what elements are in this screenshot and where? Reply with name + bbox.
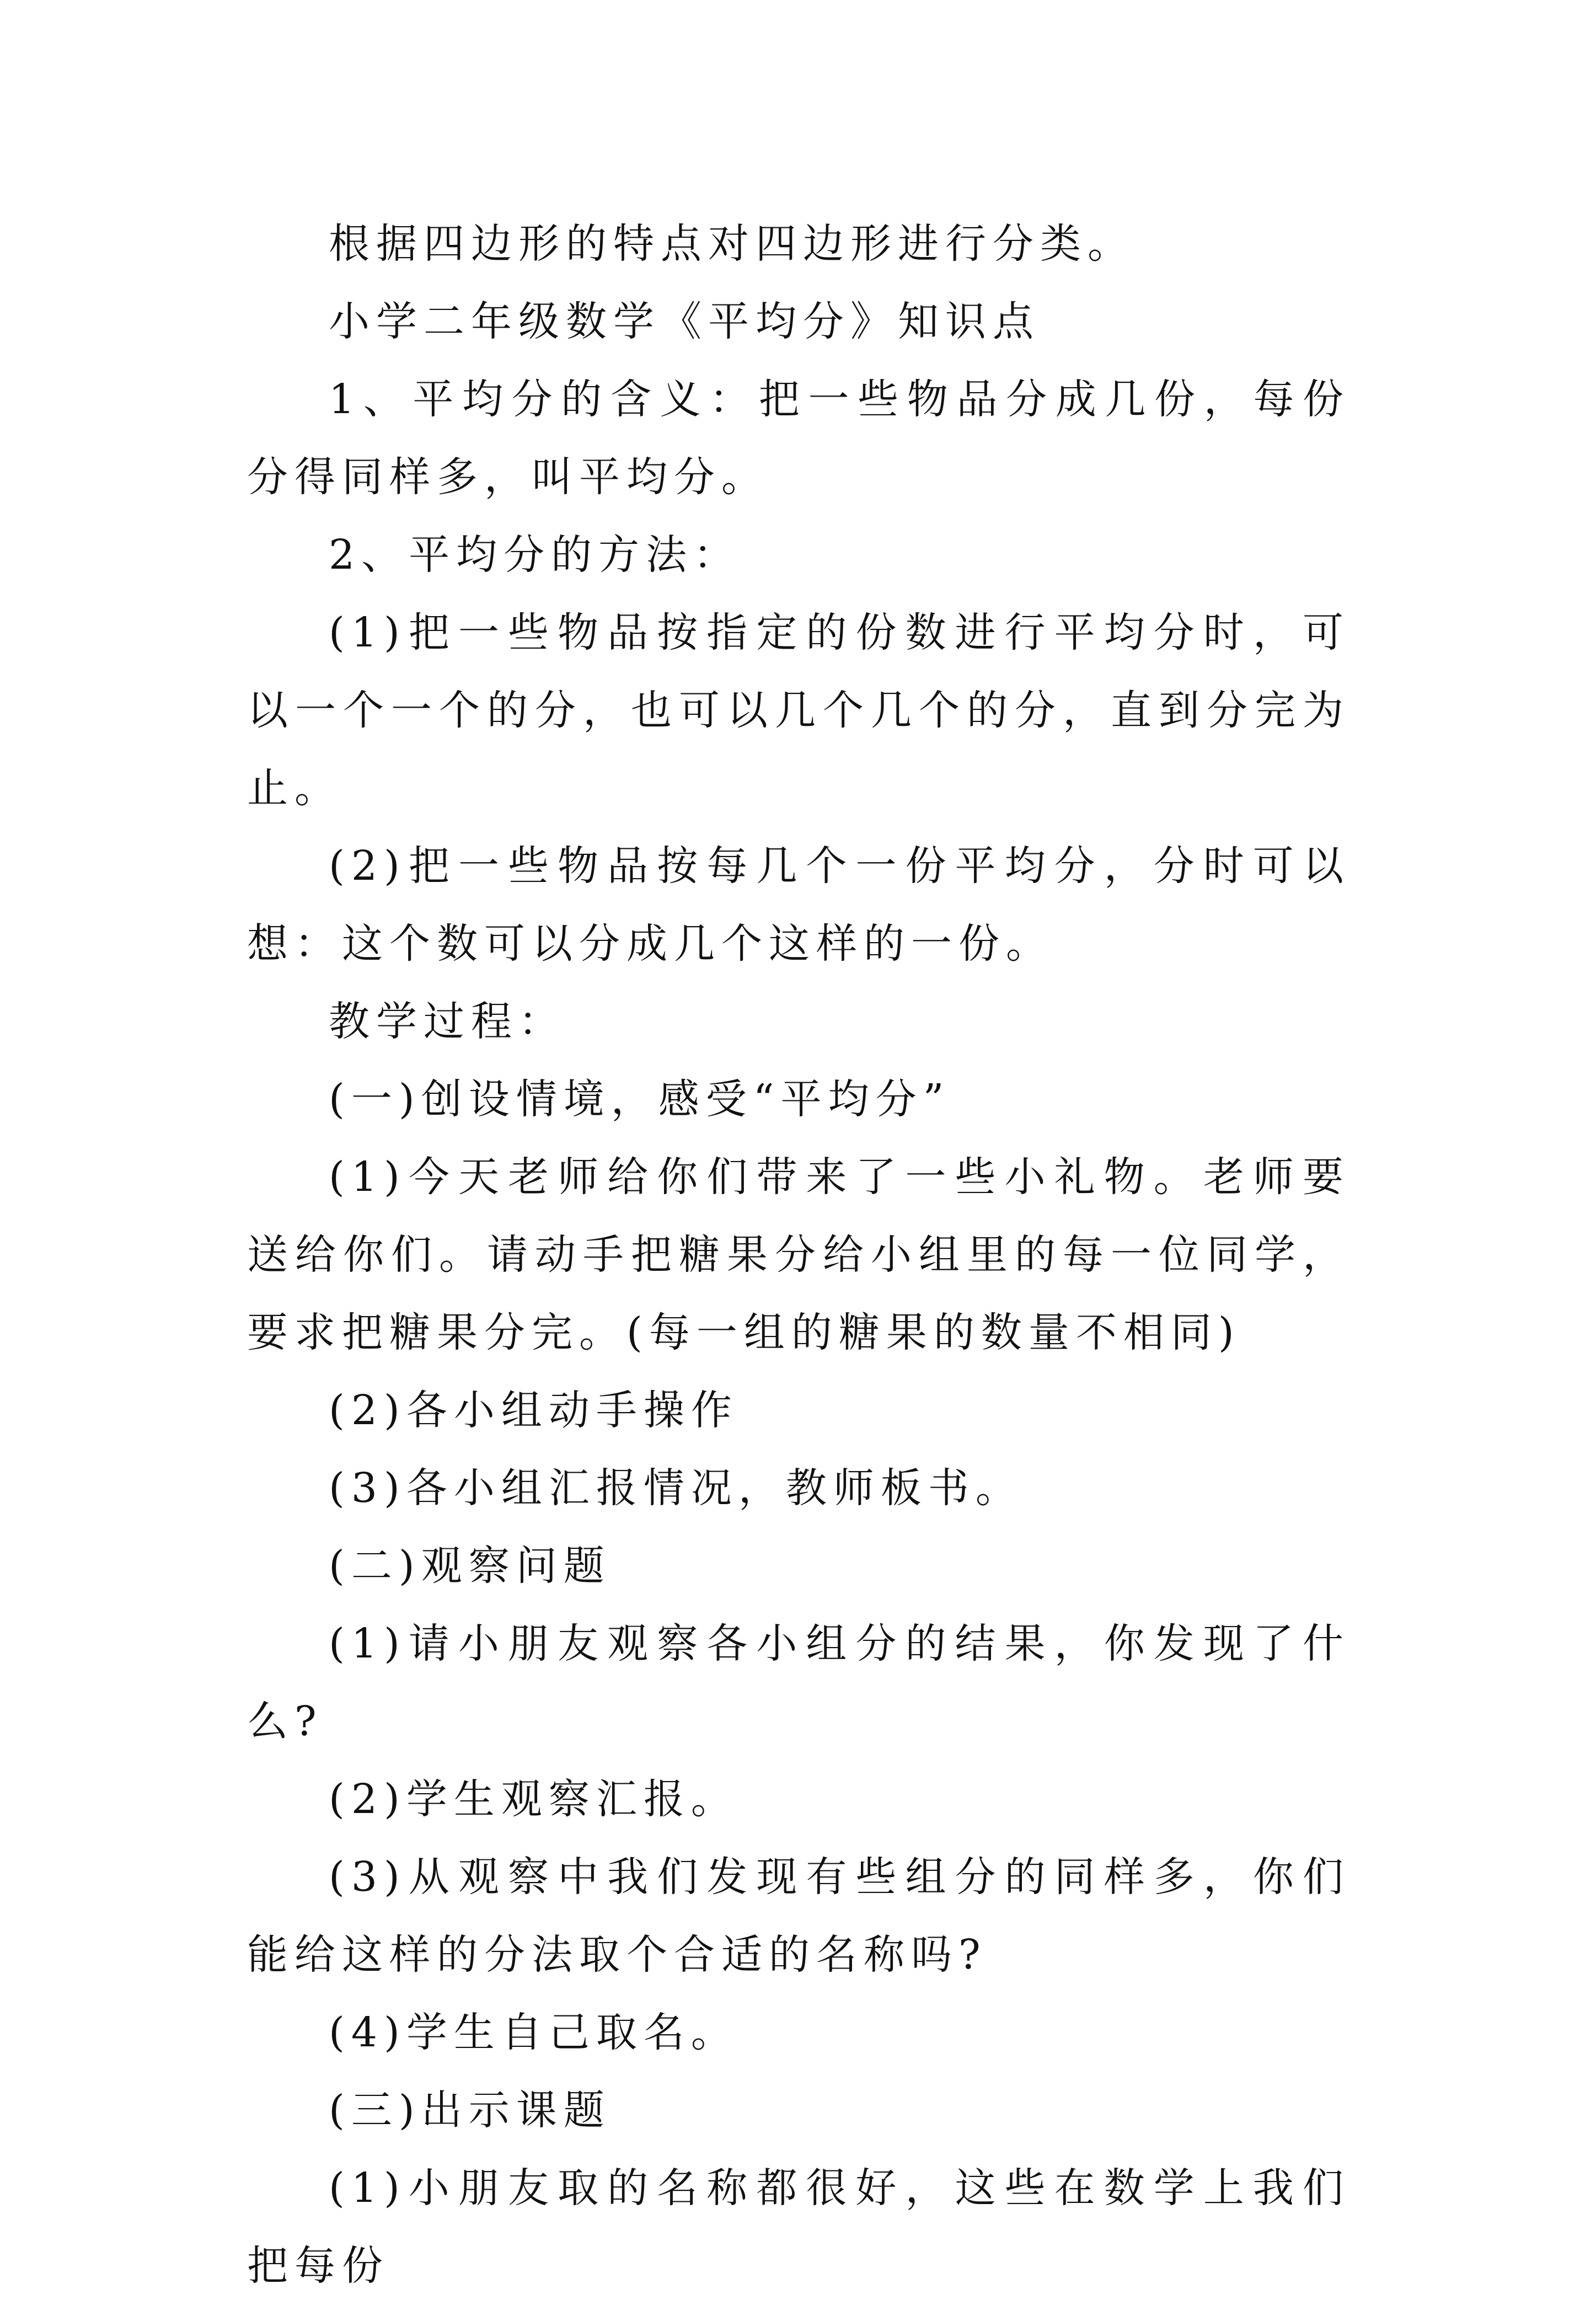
paragraph-section-title: 小学二年级数学《平均分》知识点 (329, 298, 1040, 345)
paragraph-step-two-2: (2)学生观察汇报。 (329, 1775, 738, 1823)
paragraph-step-three-heading: (三)出示课题 (329, 2087, 611, 2134)
paragraph-method-heading: 2、平均分的方法： (329, 531, 741, 579)
paragraph-method-1: (1)把一些物品按指定的份数进行平均分时，可以一个一个的分，也可以几个几个的分，直到分完为止。 (247, 609, 1350, 812)
paragraph-step-one-3: (3)各小组汇报情况，教师板书。 (329, 1464, 1023, 1512)
paragraph-definition: 1、平均分的含义：把一些物品分成几份，每份分得同样多，叫平均分。 (247, 376, 1350, 501)
document-body (247, 205, 1350, 2305)
paragraph-step-three-1: (1)小朋友取的名称都很好，这些在数学上我们把每份 (247, 2164, 1350, 2290)
paragraph-step-two-1: (1)请小朋友观察各小组分的结果，你发现了什么? (247, 1620, 1350, 1745)
paragraph-teaching-process: 教学过程： (329, 998, 566, 1045)
paragraph-step-two-3: (3)从观察中我们发现有些组分的同样多，你们能给这样的分法取个合适的名称吗? (247, 1853, 1350, 1978)
paragraph-step-one-heading: (一)创设情境，感受“平均分” (329, 1076, 951, 1123)
paragraph-step-one-1: (1)今天老师给你们带来了一些小礼物。老师要送给你们。请动手把糖果分给小组里的每一位同学，要求把糖果分完。(每一组的糖果的数量不相同) (247, 1153, 1350, 1356)
paragraph-method-2: (2)把一些物品按每几个一份平均分，分时可以想：这个数可以分成几个这样的一份。 (247, 842, 1350, 967)
paragraph-step-two-4: (4)学生自己取名。 (329, 2009, 738, 2056)
paragraph-step-one-2: (2)各小组动手操作 (329, 1387, 738, 1434)
paragraph-classify-quadrilaterals: 根据四边形的特点对四边形进行分类。 (329, 220, 1135, 268)
paragraph-step-two-heading: (二)观察问题 (329, 1542, 611, 1590)
